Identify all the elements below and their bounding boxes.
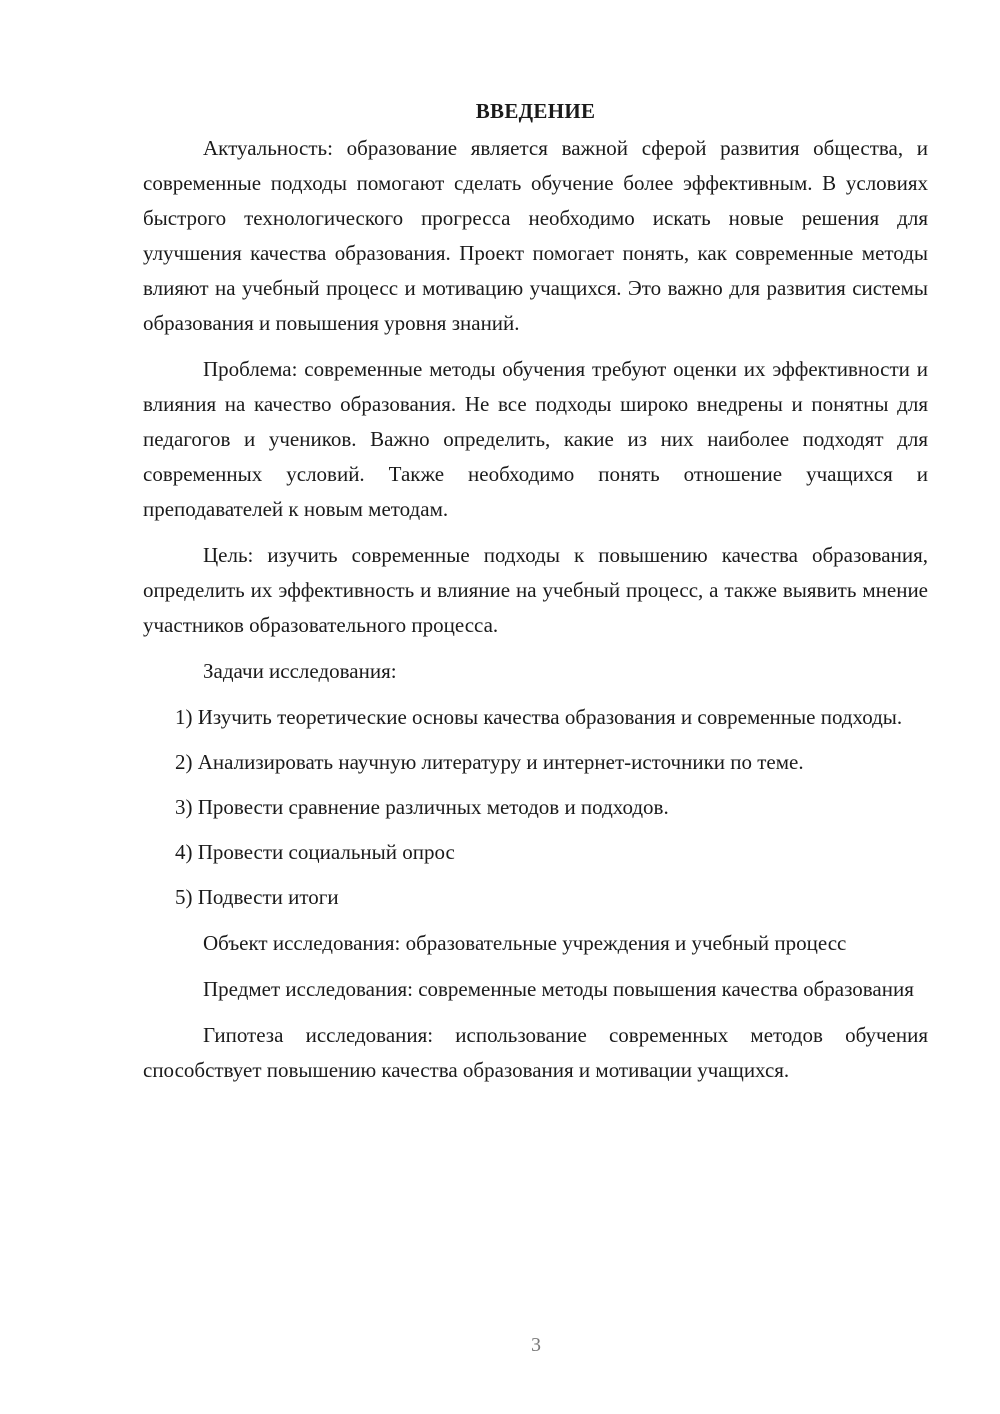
paragraph-goal: Цель: изучить современные подходы к повышению качества образования, определить их эффективность и влияние на учебный процесс, а также выявить мнение участников образовательного процесса. — [143, 543, 928, 637]
task-item-3: 3) Провести сравнение различных методов и подходов. — [175, 795, 669, 819]
paragraph-relevance: Актуальность: образование является важной сферой развития общества, и современные подходы помогают сделать обучение более эффективным. В условиях быстрого технологического прогресса необходимо искать новые решения для улучшения качества образования. Проект помогает понять, как современные методы влияют на учебный процесс и мотивацию учащихся. Это важно для развития системы образования и повышения уровня знаний. — [143, 136, 928, 335]
paragraph-object: Объект исследования: образовательные учреждения и учебный процесс — [203, 931, 847, 955]
task-item-4: 4) Провести социальный опрос — [175, 840, 455, 864]
paragraph-hypothesis: Гипотеза исследования: использование современных методов обучения способствует повышению качества образования и мотивации учащихся. — [143, 1023, 928, 1082]
paragraph-subject: Предмет исследования: современные методы повышения качества образования — [203, 977, 914, 1001]
paragraph-problem: Проблема: современные методы обучения требуют оценки их эффективности и влияния на качество образования. Не все подходы широко внедрены и понятны для педагогов и учеников. Важно определить, какие из них наиболее подходят для современных условий. Также необходимо понять отношение учащихся и преподавателей к новым методам. — [143, 357, 928, 521]
task-item-5: 5) Подвести итоги — [175, 885, 339, 909]
page-number: 3 — [531, 1334, 541, 1356]
page-title: ВВЕДЕНИЕ — [475, 99, 596, 123]
document-page — [143, 96, 928, 1088]
tasks-title: Задачи исследования: — [203, 659, 397, 683]
task-item-1: 1) Изучить теоретические основы качества образования и современные подходы. — [175, 705, 903, 729]
task-item-2: 2) Анализировать научную литературу и интернет-источники по теме. — [175, 750, 804, 774]
